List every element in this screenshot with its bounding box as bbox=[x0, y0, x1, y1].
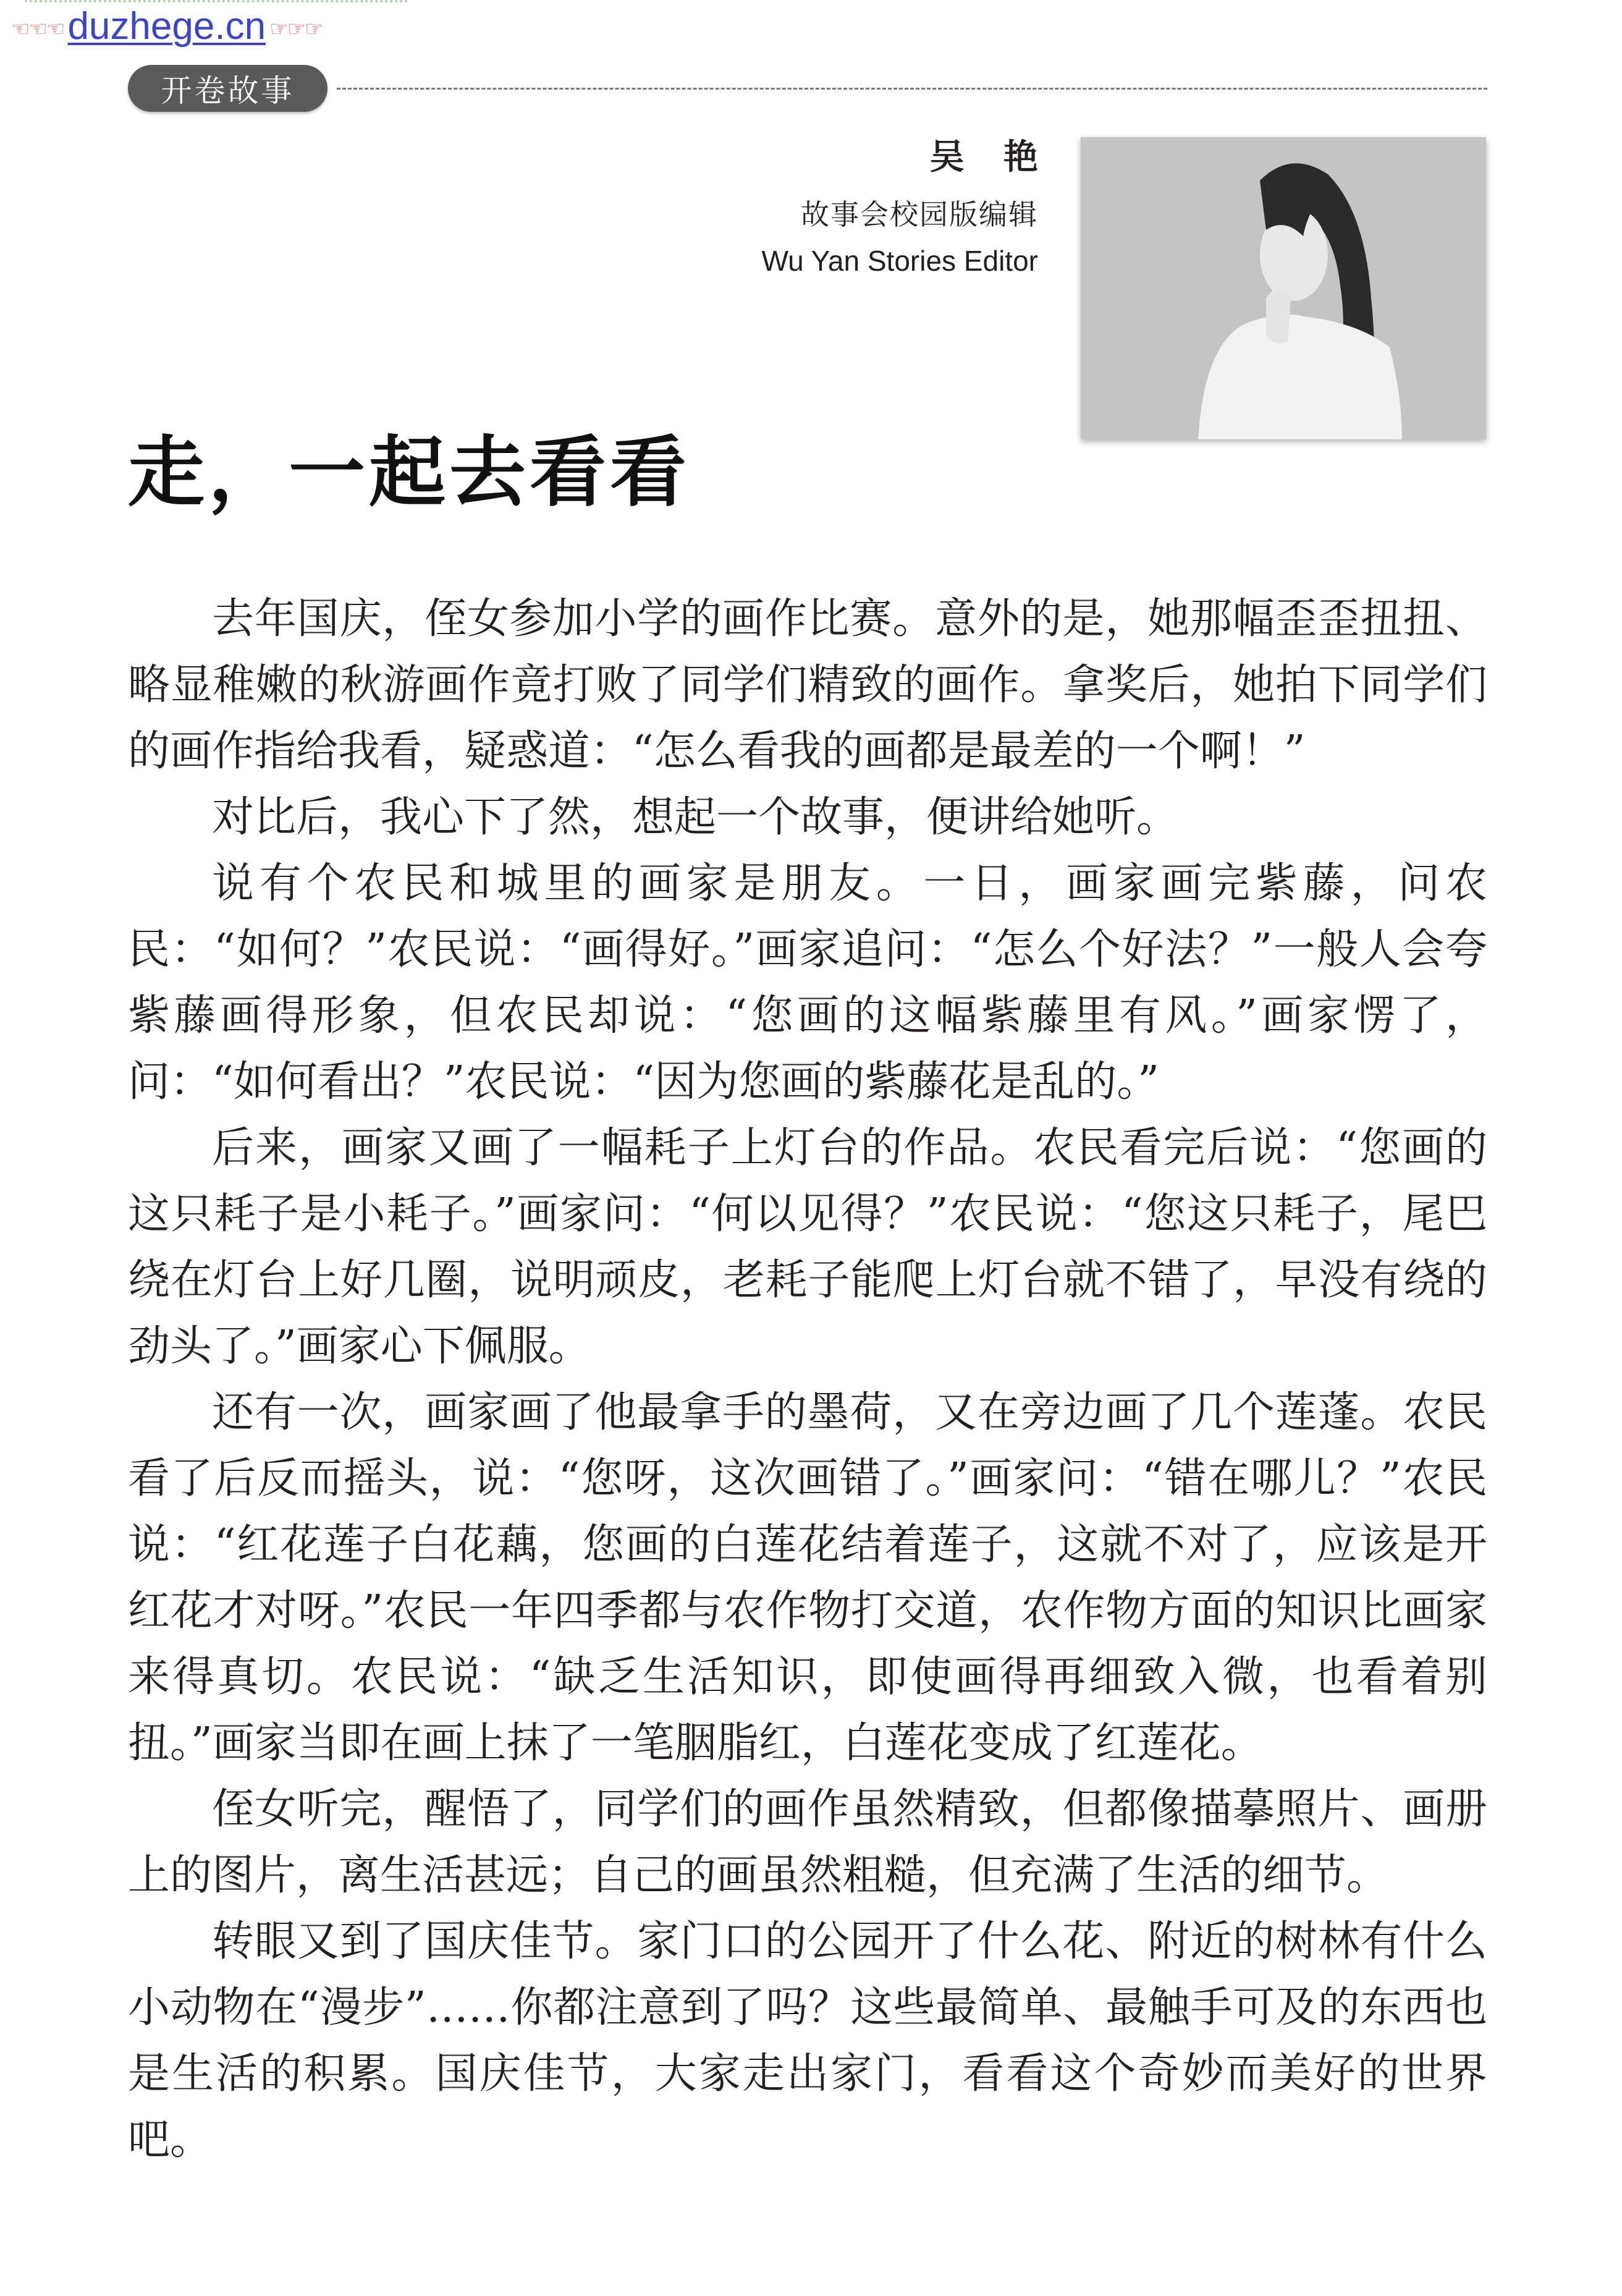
paragraph: 侄女听完，醒悟了，同学们的画作虽然精致，但都像描摹照片、画册上的图片，离生活甚远；自己的画虽然粗糙，但充满了生活的细节。 bbox=[128, 1785, 1487, 1900]
author-photo bbox=[1081, 137, 1486, 439]
dashed-divider bbox=[337, 88, 1487, 90]
watermark-link[interactable]: duzhege.cn bbox=[67, 5, 266, 48]
portrait-icon bbox=[1081, 137, 1486, 439]
article-title: 走，一起去看看 bbox=[128, 428, 691, 517]
article-body bbox=[128, 586, 1487, 2173]
paragraph: 去年国庆，侄女参加小学的画作比赛。意外的是，她那幅歪歪扭扭、略显稚嫩的秋游画作竟打败了同学们精致的画作。拿奖后，她拍下同学们的画作指给我看，疑惑道：“怎么看我的画都是最差的一个啊！” bbox=[128, 595, 1487, 776]
paragraph: 转眼又到了国庆佳节。家门口的公园开了什么花、附近的树林有什么小动物在“漫步”……你都注意到了吗？这些最简单、最触手可及的东西也是生活的积累。国庆佳节，大家走出家门，看看这个奇妙而美好的世界吧。 bbox=[128, 1917, 1487, 2164]
author-role: 故事会校园版编辑 bbox=[801, 198, 1038, 231]
author-block bbox=[761, 133, 1052, 282]
watermark bbox=[11, 1, 323, 46]
paragraph: 说有个农民和城里的画家是朋友。一日，画家画完紫藤，问农民：“如何？”农民说：“画得好。”画家追问：“怎么个好法？”一般人会夸紫藤画得形象，但农民却说：“您画的这幅紫藤里有风。”画家愣了，问：“如何看出？”农民说：“因为您画的紫藤花是乱的。” bbox=[128, 859, 1487, 1106]
pointing-hand-right-icon: ☞☞☞ bbox=[269, 17, 323, 41]
author-english: Wu Yan Stories Editor bbox=[761, 245, 1038, 277]
pointing-hand-left-icon: ☜☜☜ bbox=[11, 17, 64, 41]
section-tag: 开卷故事 bbox=[128, 65, 327, 112]
paragraph: 后来，画家又画了一幅耗子上灯台的作品。农民看完后说：“您画的这只耗子是小耗子。”画家问：“何以见得？”农民说：“您这只耗子，尾巴绕在灯台上好几圈，说明顽皮，老耗子能爬上灯台就不错了，早没有绕的劲头了。”画家心下佩服。 bbox=[128, 1124, 1487, 1371]
paragraph: 还有一次，画家画了他最拿手的墨荷，又在旁边画了几个莲蓬。农民看了后反而摇头，说：“您呀，这次画错了。”画家问：“错在哪儿？”农民说：“红花莲子白花藕，您画的白莲花结着莲子，这就不对了，应该是开红花才对呀。”农民一年四季都与农作物打交道，农作物方面的知识比画家来得真切。农民说：“缺乏生活知识，即使画得再细致入微，也看着别扭。”画家当即在画上抹了一笔胭脂红，白莲花变成了红莲花。 bbox=[128, 1388, 1487, 1768]
paragraph: 对比后，我心下了然，想起一个故事，便讲给她听。 bbox=[212, 793, 1179, 842]
author-name: 吴 艳 bbox=[929, 137, 1052, 177]
